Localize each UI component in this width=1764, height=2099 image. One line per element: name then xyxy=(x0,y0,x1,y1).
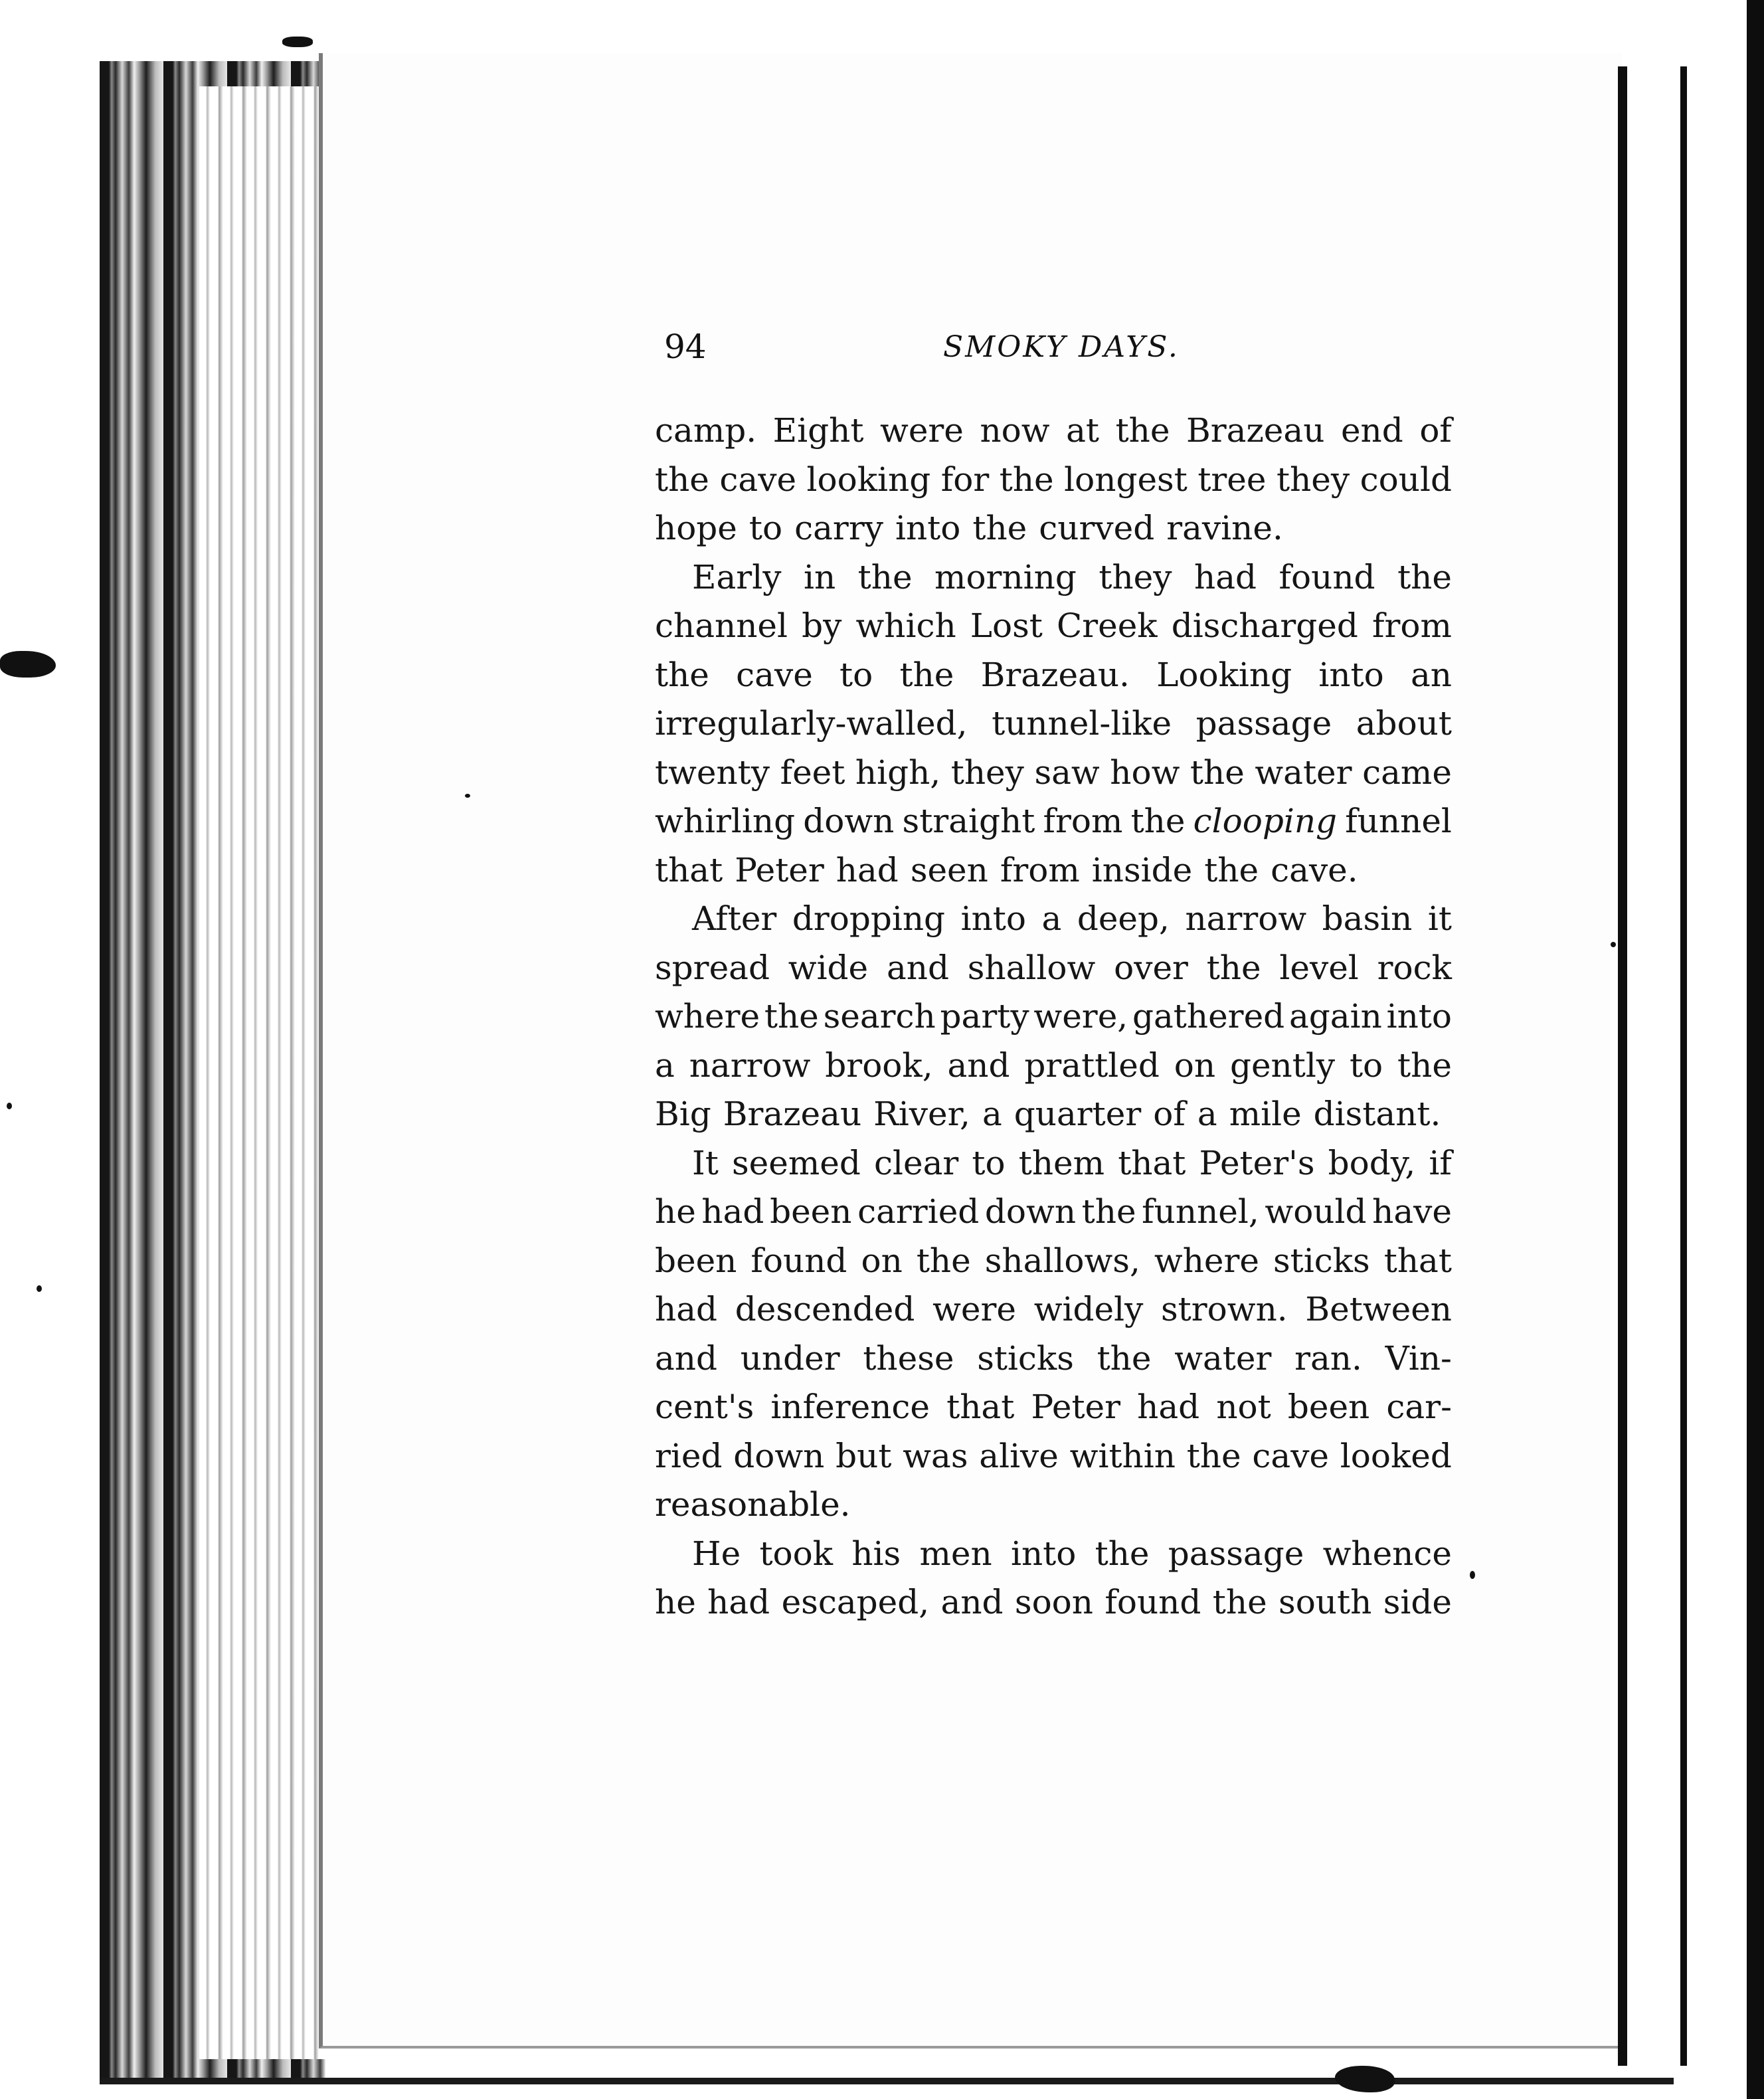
text-line: camp. Eight were now at the Brazeau end of xyxy=(655,411,1452,450)
text-line: whirling down straight from the clooping funnel xyxy=(655,802,1452,840)
text-line: After dropping into a deep, narrow basin it xyxy=(692,899,1452,938)
ink-speck xyxy=(465,794,470,798)
text-line: irregularly-walled, tunnel-like passage about xyxy=(655,704,1452,743)
text-line: the cave to the Brazeau. Looking into an xyxy=(655,655,1452,694)
running-head: SMOKY DAYS. xyxy=(943,330,1180,364)
text-line: where the search party were, gathered again into xyxy=(655,997,1452,1036)
text-line: He took his men into the passage whence xyxy=(692,1534,1452,1573)
text-line: Big Brazeau River, a quarter of a mile distant. xyxy=(655,1095,1441,1133)
text-line: ried down but was alive within the cave looked xyxy=(655,1436,1452,1475)
text-line: that Peter had seen from inside the cave. xyxy=(655,850,1358,889)
text-line: and under these sticks the water ran. Vin- xyxy=(655,1338,1452,1378)
text-line: channel by which Lost Creek discharged from xyxy=(655,606,1452,645)
text-line: twenty feet high, they saw how the water came xyxy=(655,753,1452,792)
body-text xyxy=(655,407,1452,1627)
text-line: cent's inference that Peter had not been car- xyxy=(655,1388,1452,1426)
page-header xyxy=(664,327,1461,374)
facing-page-edge xyxy=(1618,66,1687,2066)
text-line: spread wide and shallow over the level rock xyxy=(655,948,1452,987)
text-line: It seemed clear to them that Peter's body, if xyxy=(692,1143,1452,1182)
page-number: 94 xyxy=(664,327,707,366)
ink-blot xyxy=(1335,2066,1395,2092)
text-line: hope to carry into the curved ravine. xyxy=(655,509,1283,547)
text-line: he had been carried down the funnel, would have xyxy=(655,1192,1452,1231)
ink-speck xyxy=(7,1103,12,1109)
text-line: reasonable. xyxy=(655,1485,851,1524)
ink-speck xyxy=(1611,942,1616,947)
ink-blot xyxy=(0,651,56,678)
text-line: had descended were widely strown. Between xyxy=(655,1290,1452,1328)
text-line: a narrow brook, and prattled on gently to the xyxy=(655,1046,1452,1085)
page-bottom-shadow xyxy=(100,2078,1674,2084)
text-line: the cave looking for the longest tree they could xyxy=(655,460,1452,499)
text-line: Early in the morning they had found the xyxy=(692,557,1452,596)
text-line: he had escaped, and soon found the south side xyxy=(655,1583,1452,1621)
ink-speck xyxy=(1470,1571,1475,1579)
text-line: been found on the shallows, where sticks that xyxy=(655,1241,1452,1280)
page-edges xyxy=(199,86,325,2059)
scan-border xyxy=(1747,0,1764,2099)
ink-speck xyxy=(37,1285,42,1292)
ink-speck xyxy=(282,37,313,47)
